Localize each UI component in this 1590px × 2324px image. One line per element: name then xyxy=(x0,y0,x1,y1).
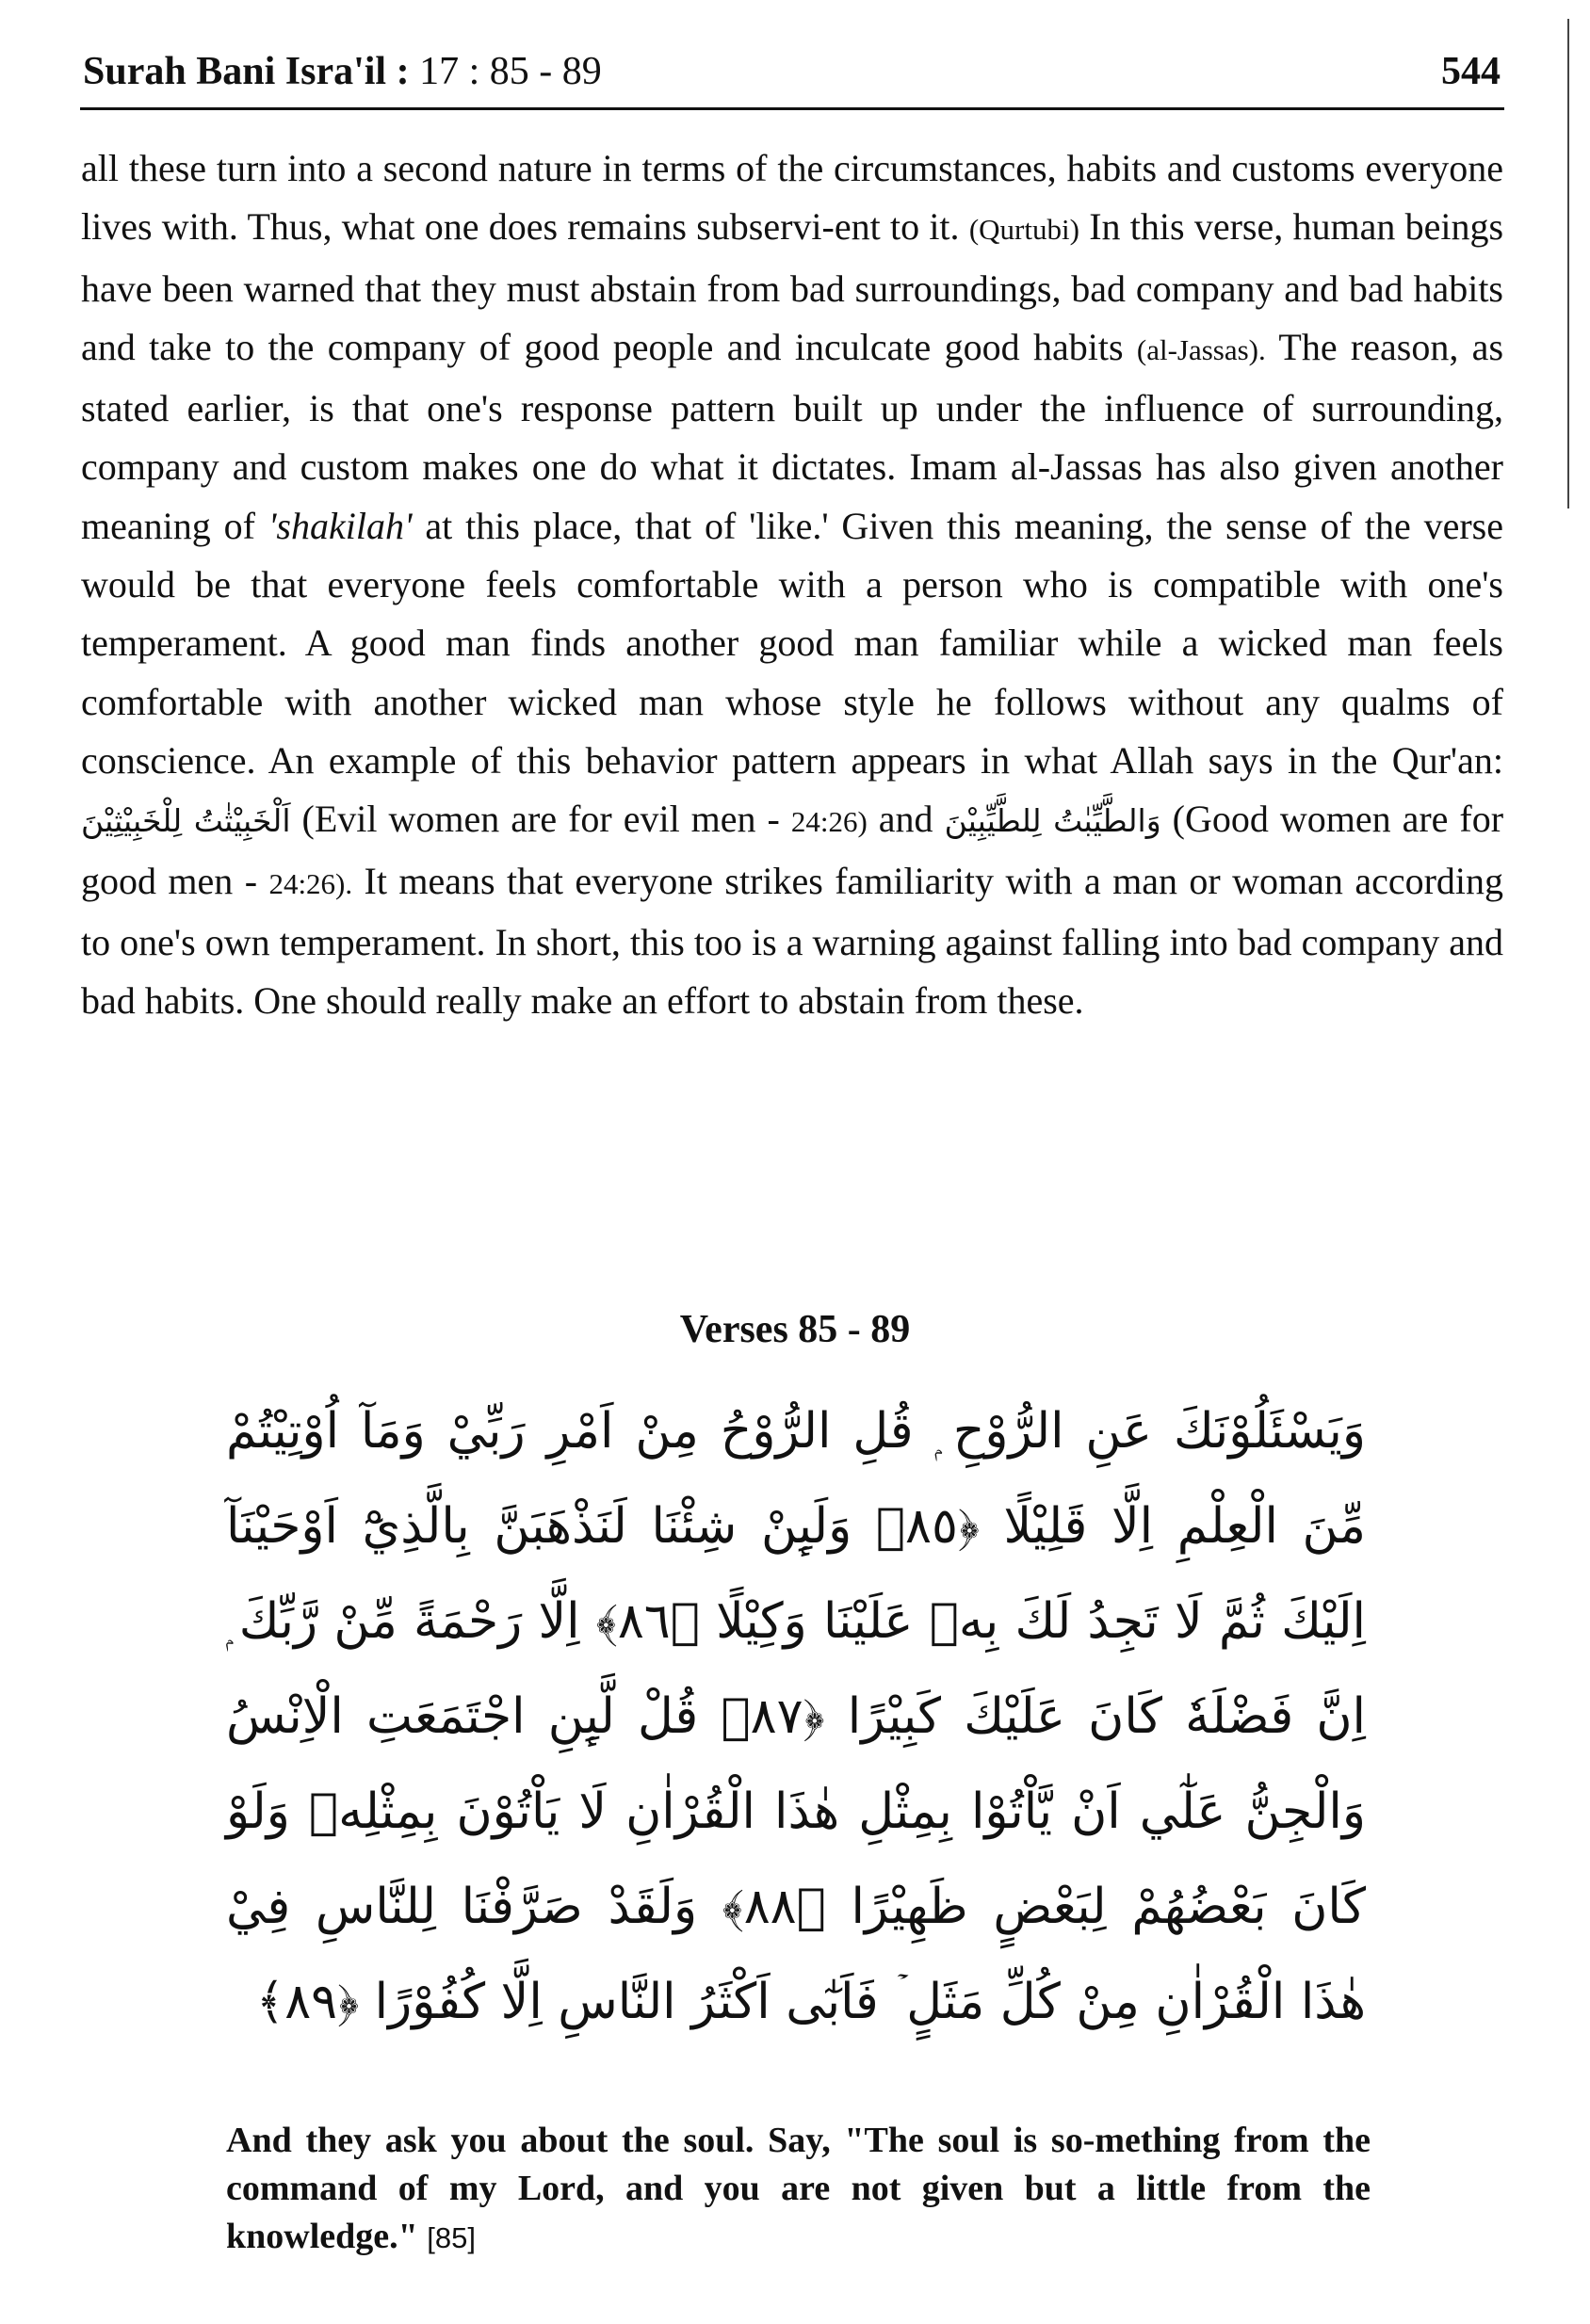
text-run: (Good women are for good men - xyxy=(81,798,1504,902)
translation-text: And they ask you about the soul. Say, "The soul is so-mething from the command of my Lord, and you are not given but a little from the knowledge." xyxy=(226,2121,1371,2256)
text-run: at this place, that of 'like.' Given this meaning, the sense of the verse would be that everyone feels comfortable with a person who is compatible with one's temperament. A good man finds another good man familiar while a wicked man feels comfortable with another wicked man whose style he follows without any qualms of conscience. An example of this behavior pattern appears in what Allah says in the Qur'an: xyxy=(81,504,1504,782)
arabic-quote: اَلْخَبِيْثٰتُ لِلْخَبِيْثِيْنَ xyxy=(81,802,291,840)
margin-rule xyxy=(1567,19,1569,508)
text-run: The reason, as stated earlier, is that one's response pattern built up under the influence of surrounding, company and custom makes one do what it dictates. Imam al-Jassas has also given another meaning of xyxy=(81,325,1504,547)
citation: 24:26). xyxy=(268,866,353,900)
citation: (Qurtubi) xyxy=(968,213,1079,247)
running-header xyxy=(83,49,1501,107)
text-run: It means that everyone strikes familiarity with a man or woman according to one's own temperament. In short, this too is a warning against falling into bad company and bad habits. One should really make an effort to abstain from these. xyxy=(81,859,1504,1023)
header-rule xyxy=(80,107,1504,110)
verse-range: 17 : 85 - 89 xyxy=(419,50,602,93)
text-run: In this verse, human beings have been warned that they must abstain from bad surroundings, bad company and bad habits and take to the company of good people and inculcate good habits xyxy=(81,205,1504,368)
citation: (al-Jassas). xyxy=(1136,332,1266,366)
text-run: all these turn into a second nature in terms of the circumstances, habits and customs everyone lives with. Thus, what one does remains subservi-ent to it. xyxy=(81,147,1503,249)
verse-translation xyxy=(226,2117,1371,2262)
citation: 24:26) xyxy=(790,805,868,839)
text-run: (Evil women are for evil men - xyxy=(301,798,780,841)
commentary-paragraph xyxy=(81,139,1503,1030)
verses-heading: Verses 85 - 89 xyxy=(679,1308,911,1351)
text-run: and xyxy=(878,798,933,841)
arabic-term: 'shakilah' xyxy=(268,504,413,547)
page-number: 544 xyxy=(1441,50,1501,93)
verse-reference: [85] xyxy=(427,2221,476,2254)
header-title xyxy=(83,49,602,94)
arabic-verses xyxy=(226,1384,1366,2050)
arabic-quote: وَالطَّيِّبٰتُ لِلطَّيِّبِيْنَ xyxy=(944,802,1161,840)
commentary-text xyxy=(81,139,1503,1030)
surah-name: Surah Bani Isra'il : xyxy=(83,50,410,93)
arabic-verse-text: وَيَسْئَلُوْنَكَ عَنِ الرُّوْحِ ۭ قُلِ الرُّوْحُ مِنْ اَمْرِ رَبِّيْ وَمَآ اُوْتِيْتُمْ مِّنَ الْعِلْمِ اِلَّا قَلِيْلًا ﴿٨٥﴾ وَلَىِٕنْ شِئْنَا لَنَذْهَبَنَّ بِالَّذِيْٓ اَوْحَيْنَآ اِلَيْكَ ثُمَّ لَا تَجِدُ لَكَ بِهٖ عَلَيْنَا وَكِيْلًا ﴿٨٦﴾ اِلَّا رَحْمَةً مِّنْ رَّبِّكَ ۭ اِنَّ فَضْلَهٗ كَانَ عَلَيْكَ كَبِيْرًا ﴿٨٧﴾ قُلْ لَّىِٕنِ اجْتَمَعَتِ الْاِنْسُ وَالْجِنُّ عَلٰٓي اَنْ يَّاْتُوْا بِمِثْلِ هٰذَا الْقُرْاٰنِ لَا يَاْتُوْنَ بِمِثْلِهٖ وَلَوْ كَانَ بَعْضُهُمْ لِبَعْضٍ ظَهِيْرًا ﴿٨٨﴾ وَلَقَدْ صَرَّفْنَا لِلنَّاسِ فِيْ هٰذَا الْقُرْاٰنِ مِنْ كُلِّ مَثَلٍ ۡ فَاَبٰٓى اَكْثَرُ النَّاسِ اِلَّا كُفُوْرًا ﴿٨٩﴾ xyxy=(226,1403,1366,2030)
